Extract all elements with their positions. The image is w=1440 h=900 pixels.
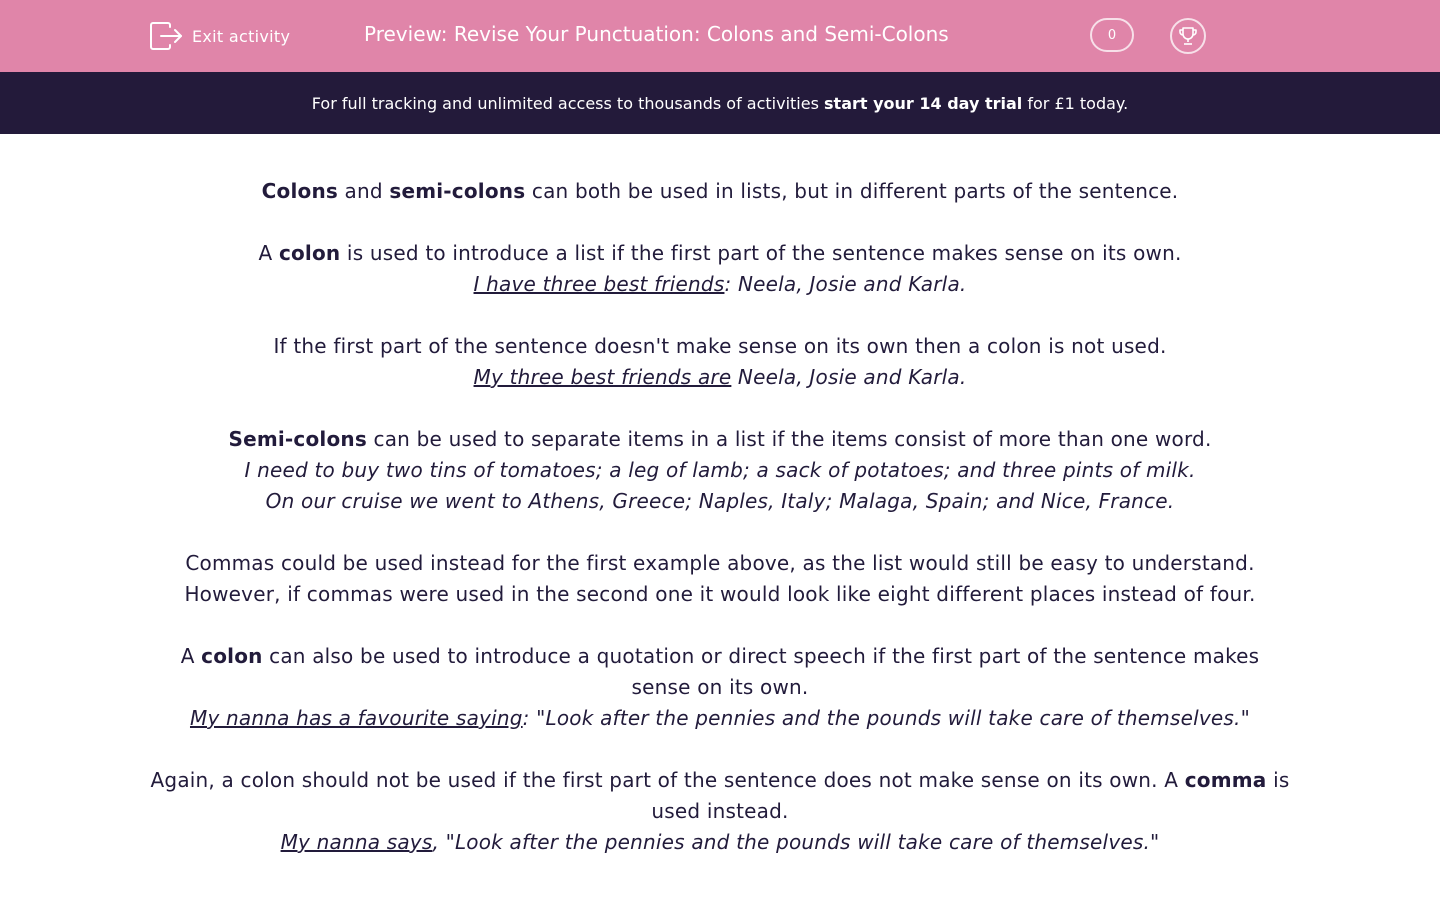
text: Again, a colon should not be used if the first part of the sentence does not make sense on its own. A — [150, 768, 1185, 792]
banner-text: For full tracking and unlimited access to thousands of activities — [311, 93, 825, 113]
text: Commas could be used instead for the first example above, as the list would still be easy to understand. — [185, 551, 1255, 575]
text: A — [180, 644, 202, 668]
paragraph-comma-quotation — [150, 765, 1290, 858]
text: is used to introduce a list if the first part of the sentence makes sense on its own. — [340, 241, 1182, 265]
paragraph-colon-list — [150, 238, 1290, 300]
lesson-content — [150, 176, 1290, 889]
term-semi-colons: Semi-colons — [228, 427, 367, 451]
example-sentence — [474, 365, 967, 389]
trophy-button[interactable] — [1170, 18, 1206, 54]
example-sentence — [190, 706, 1250, 730]
term-colon: colon — [278, 241, 341, 265]
term-comma: comma — [1184, 768, 1267, 792]
example-rest: , "Look after the pennies and the pounds will take care of themselves." — [432, 830, 1160, 854]
text: However, if commas were used in the second one it would look like eight different places instead of four. — [184, 582, 1256, 606]
example-underlined: My nanna has a favourite saying — [189, 706, 523, 730]
example-underlined: I have three best friends — [473, 272, 725, 296]
example-rest: : Neela, Josie and Karla. — [724, 272, 967, 296]
paragraph-intro — [150, 176, 1290, 207]
exit-icon — [150, 22, 182, 50]
trial-link[interactable]: start your 14 day trial — [824, 93, 1023, 113]
example-underlined: My nanna says — [280, 830, 433, 854]
text: A — [258, 241, 279, 265]
example-sentence: On our cruise we went to Athens, Greece; Naples, Italy; Malaga, Spain; and Nice, France. — [265, 489, 1175, 513]
activity-title: Preview: Revise Your Punctuation: Colons and Semi-Colons — [364, 22, 949, 46]
paragraph-commas — [150, 548, 1290, 610]
exit-activity-label: Exit activity — [192, 26, 291, 46]
example-underlined: My three best friends are — [473, 365, 732, 389]
paragraph-semi-colons — [150, 424, 1290, 517]
example-rest: : "Look after the pennies and the pounds will take care of themselves." — [522, 706, 1250, 730]
exit-activity-button[interactable] — [150, 20, 290, 52]
score-counter: 0 — [1090, 18, 1134, 52]
paragraph-no-colon — [150, 331, 1290, 393]
text: is used instead. — [651, 768, 1290, 823]
text: and — [338, 179, 390, 203]
example-sentence — [474, 272, 967, 296]
example-sentence: I need to buy two tins of tomatoes; a leg of lamb; a sack of potatoes; and three pints of milk. — [244, 458, 1196, 482]
term-colons: Colons — [261, 179, 338, 203]
text: If the first part of the sentence doesn't make sense on its own then a colon is not used. — [273, 334, 1167, 358]
paragraph-colon-quotation — [150, 641, 1290, 734]
text: can be used to separate items in a list if the items consist of more than one word. — [366, 427, 1212, 451]
example-sentence — [281, 830, 1160, 854]
trophy-icon — [1178, 26, 1198, 46]
text: can both be used in lists, but in different parts of the sentence. — [525, 179, 1179, 203]
term-colon: colon — [201, 644, 263, 668]
example-rest: Neela, Josie and Karla. — [731, 365, 967, 389]
term-semi-colons: semi-colons — [389, 179, 526, 203]
banner-text-end: for £1 today. — [1022, 93, 1129, 113]
text: can also be used to introduce a quotation or direct speech if the first part of the sentence makes sense on its own. — [262, 644, 1260, 699]
trial-banner — [0, 72, 1440, 134]
top-bar — [0, 0, 1440, 72]
